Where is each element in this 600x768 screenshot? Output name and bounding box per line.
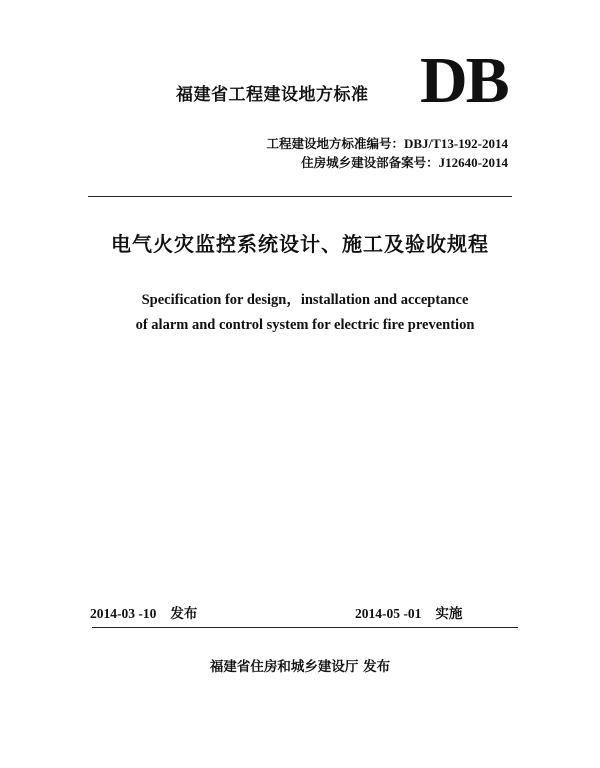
- record-number: [301, 153, 508, 171]
- publisher-line: 福建省住房和城乡建设厅 发布: [209, 659, 391, 675]
- standard-number-label: 工程建设地方标准编号：: [266, 136, 404, 151]
- effective-date-value: 2014-05 -01: [355, 606, 422, 621]
- db-standard-logo: DB: [420, 44, 508, 117]
- issue-date-value: 2014-03 -10: [90, 606, 157, 621]
- bottom-divider: [92, 627, 518, 628]
- issue-date: [90, 602, 197, 622]
- standard-number-value: DBJ/T13-192-2014: [404, 136, 508, 151]
- record-number-value: J12640-2014: [438, 155, 508, 170]
- issue-date-label: 发布: [170, 606, 198, 622]
- document-title-en-line-1: Specification for design，installation and acceptance: [141, 292, 469, 308]
- document-title-en-line-2: of alarm and control system for electric fire prevention: [135, 317, 475, 333]
- standard-number: [266, 134, 508, 152]
- record-number-label: 住房城乡建设部备案号：: [301, 155, 439, 170]
- issuer-heading: 福建省工程建设地方标准: [176, 85, 369, 105]
- document-title-zh: 电气火灾监控系统设计、施工及验收规程: [111, 232, 489, 256]
- top-divider: [88, 196, 512, 197]
- effective-date: [355, 602, 462, 622]
- effective-date-label: 实施: [435, 606, 463, 622]
